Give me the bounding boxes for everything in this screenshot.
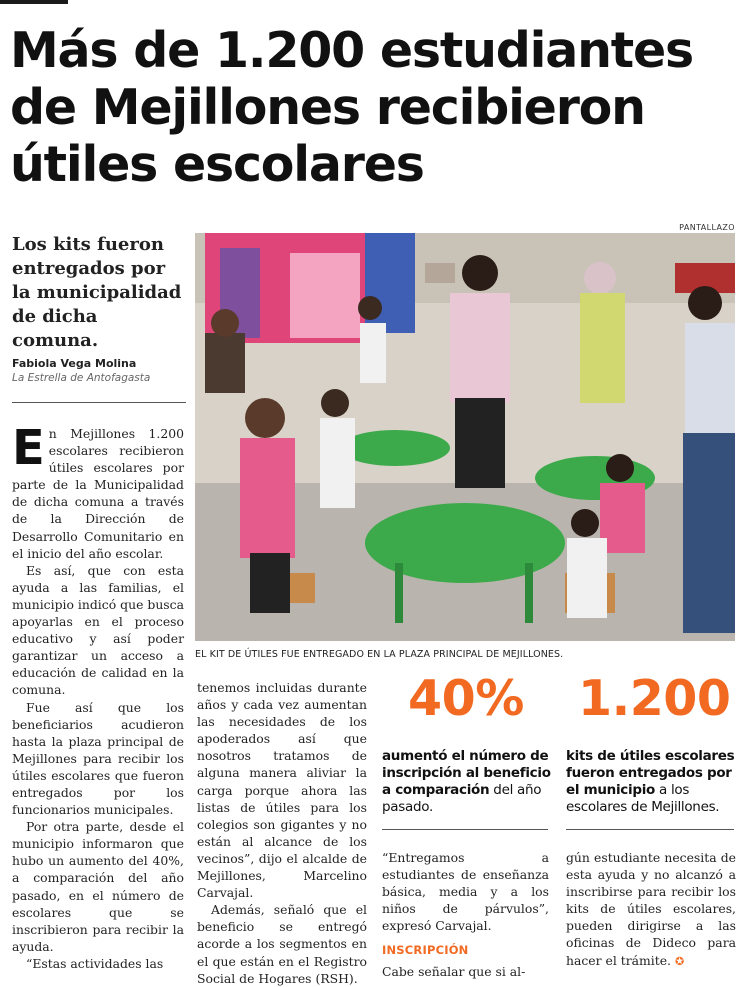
body-paragraph: En Mejillones 1.200 escolares recibieron útiles escolares por parte de la Municipalidad de dicha comuna a través de la Dirección de Desarrollo Comunitario en el inicio del año escolar. bbox=[12, 420, 184, 561]
body-paragraph: Es así, que con esta ayuda a las familias, el municipio indicó que busca apoyarlas en el proceso educativo y así poder garantizar un acceso a educación de calidad en la comuna. bbox=[12, 562, 184, 698]
byline-author: Fabiola Vega Molina bbox=[12, 357, 137, 370]
photo-illustration bbox=[195, 233, 735, 641]
body-paragraph: Fue así que los beneficiarios acudieron hasta la plaza principal de Mejillones para recibir los útiles escolares que fueron entregados por los funcionarios municipales. bbox=[12, 699, 184, 818]
headline: Más de 1.200 estudiantes de Mejillones recibieron útiles escolares bbox=[10, 22, 694, 193]
photo-credit: PANTALLAZO bbox=[679, 223, 735, 232]
body-paragraph: tenemos incluidas durante años y cada vez aumentan las necesidades de los apoderados así que nosotros tratamos de alguna manera aliviar la carga porque ahora las listas de útiles para los colegios son gigantes y no están al alcance de los vecinos”, dijo el alcalde de Mejillones, Marcelino Carvajal. bbox=[197, 680, 367, 901]
stat-description: aumentó el número de inscripción al beneficio a comparación del año pasado. bbox=[382, 748, 551, 815]
body-column-1 bbox=[12, 420, 184, 973]
body-paragraph: Por otra parte, desde el municipio informaron que hubo un aumento del 40%, a comparación del año pasado, en el número de escolares que se inscribieron para recibir la ayuda. bbox=[12, 819, 184, 954]
body-paragraph: Cabe señalar que si al- bbox=[382, 963, 526, 979]
stat-number-percent: 40% bbox=[408, 670, 524, 727]
dropcap: E bbox=[12, 420, 45, 476]
deck-subtitle: Los kits fueron entregados por la municipalidad de dicha comuna. bbox=[12, 234, 182, 351]
byline-source: La Estrella de Antofagasta bbox=[12, 372, 151, 384]
stat-number-kits: 1.200 bbox=[578, 670, 731, 727]
end-mark-icon: ✪ bbox=[674, 954, 685, 968]
stat-description: kits de útiles escolares fueron entregados por el municipio a los escolares de Mejillones. bbox=[566, 748, 735, 815]
quote-paragraph: “Entregamos a estudiantes de enseñanza básica, media y a los niños de párvulos”, expresó Carvajal. bbox=[382, 850, 549, 934]
section-subhead: INSCRIPCIÓN bbox=[382, 943, 469, 958]
body-column-2 bbox=[197, 679, 367, 986]
photo-caption: EL KIT DE ÚTILES FUE ENTREGADO EN LA PLAZA PRINCIPAL DE MEJILLONES. bbox=[195, 649, 564, 660]
top-rule bbox=[0, 0, 68, 4]
stat-divider bbox=[566, 829, 734, 830]
body-paragraph: gún estudiante necesita de esta ayuda y no alcanzó a inscribirse para recibir los kits de útiles escolares, pueden dirigirse a las oficinas de Dideco para hacer el trámite. ✪ bbox=[566, 850, 736, 968]
byline-divider bbox=[12, 402, 186, 403]
body-paragraph: “Estas actividades las bbox=[26, 955, 164, 971]
body-column-4 bbox=[566, 849, 736, 975]
stat-divider bbox=[382, 829, 548, 830]
body-paragraph: Además, señaló que el beneficio se entregó acorde a los segmentos en el que están en el Registro Social de Hogares (RSH). bbox=[197, 902, 367, 986]
news-photo bbox=[195, 233, 735, 641]
body-column-3 bbox=[382, 849, 549, 979]
